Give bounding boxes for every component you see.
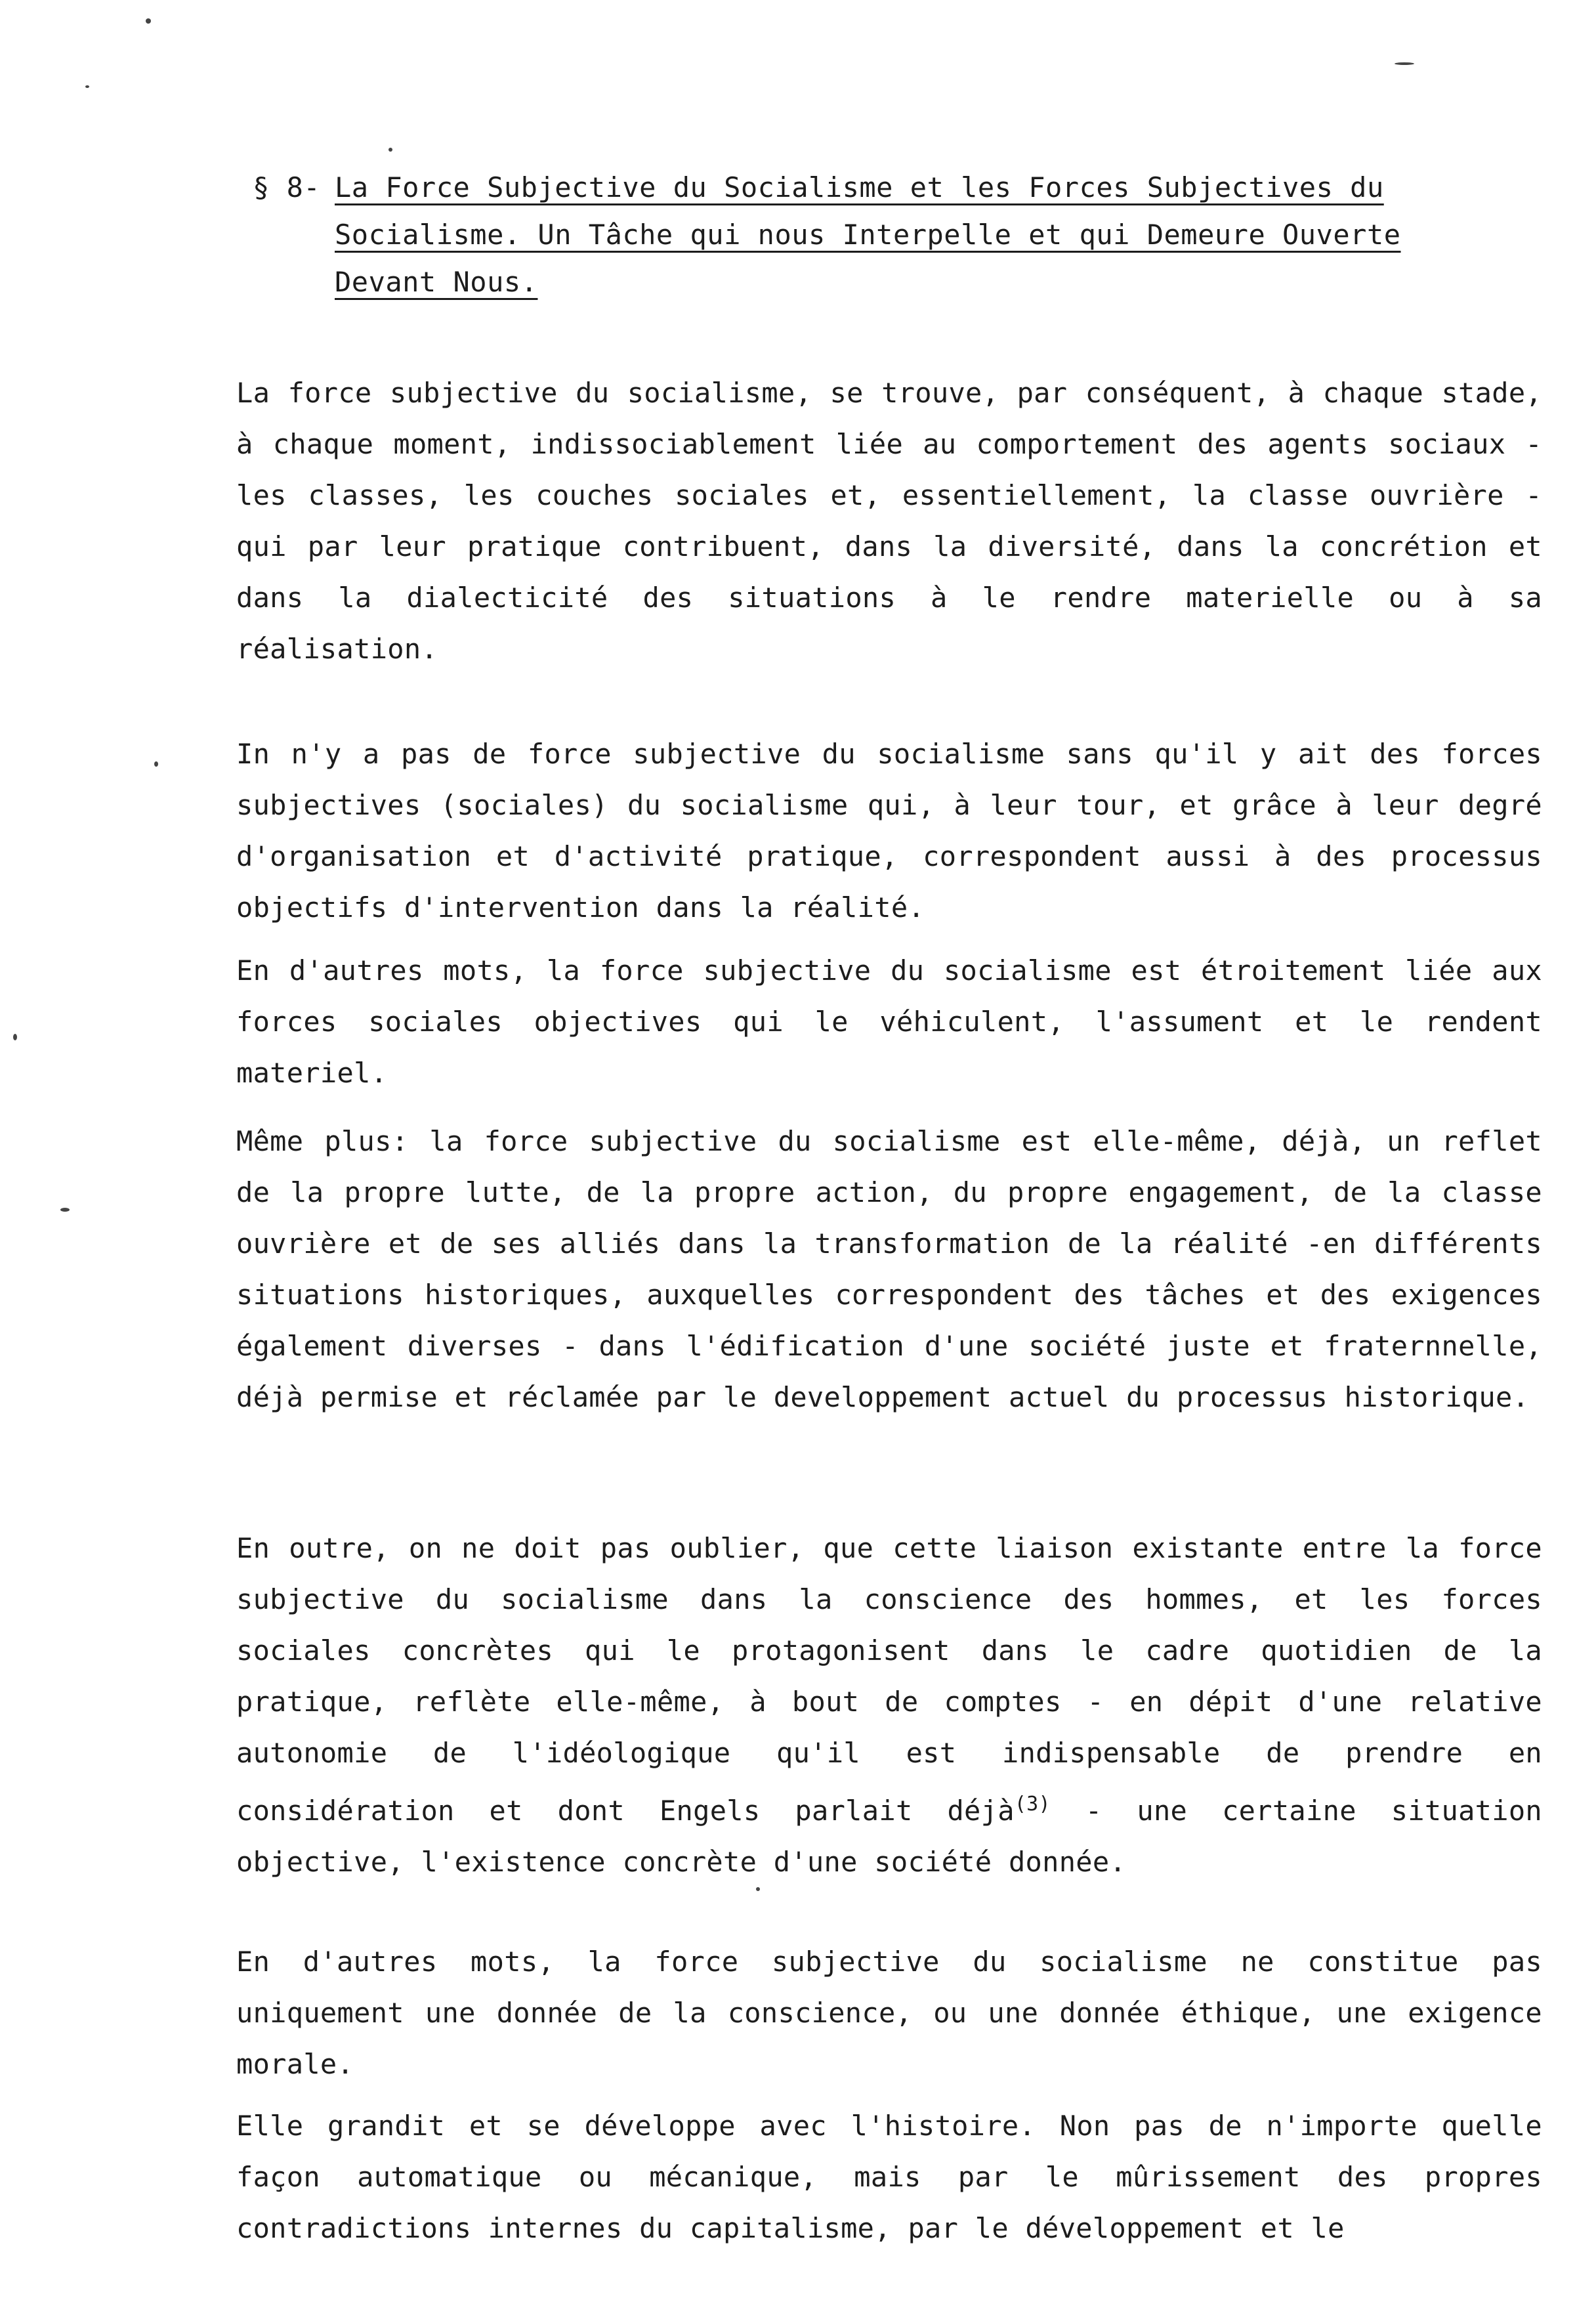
scan-speck	[756, 1887, 760, 1891]
paragraph-3: En d'autres mots, la force subjective du socialisme est étroitement liée aux forces sociales objectives qui le véhiculent, l'assument et le rendent materiel.	[236, 954, 1542, 1089]
scan-speck	[146, 18, 151, 24]
section-number: § 8-	[253, 171, 321, 203]
paragraph-5-text: En outre, on ne doit pas oublier, que cette liaison existante entre la force subjective du socialisme dans la conscience des hommes, et les forces sociales concrètes qui le protagonisent dans le cadre quotidien de la pratique, reflète elle-même, à bout de comptes - en dépit d'une relative autonomie de l'idéologique qu'il est indispensable de prendre en considération et dont Engels parlait déjà	[236, 1532, 1542, 1827]
scan-speck	[154, 761, 158, 767]
section-title: La Force Subjective du Socialisme et les Forces Subjectives du Socialisme. Un Tâche qui nous Interpelle et qui Demeure Ouverte Devant Nous.	[335, 171, 1401, 298]
paragraph-4: Même plus: la force subjective du socialisme est elle-même, déjà, un reflet de la propre lutte, de la propre action, du propre engagement, de la classe ouvrière et de ses alliés dans la transformation de la réalité -en différents situations historiques, auxquelles correspondent des tâches et des exigences également diverses - dans l'édification d'une société juste et fraternnelle, déjà permise et réclamée par le developpement actuel du processus historique.	[236, 1125, 1542, 1413]
paragraph-7: Elle grandit et se développe avec l'histoire. Non pas de n'importe quelle façon automatique ou mécanique, mais par le mûrissement des propres contradictions internes du capitalisme, par le développement et le	[236, 2110, 1542, 2244]
scan-speck	[13, 1034, 17, 1040]
scan-speck	[1395, 62, 1414, 65]
section-heading	[253, 164, 1513, 298]
paragraph-1: La force subjective du socialisme, se trouve, par conséquent, à chaque stade, à chaque moment, indissociablement liée au comportement des agents sociaux - les classes, les couches sociales et, essentiellement, la classe ouvrière - qui par leur pratique contribuent, dans la diversité, dans la concrétion et dans la dialecticité des situations à le rendre materielle ou à sa réalisation.	[236, 377, 1542, 665]
paragraph-2: In n'y a pas de force subjective du socialisme sans qu'il y ait des forces subjectives (sociales) du socialisme qui, à leur tour, et grâce à leur degré d'organisation et d'activité pratique, correspondent aussi à des processus objectifs d'intervention dans la réalité.	[236, 738, 1542, 924]
scan-speck	[60, 1208, 70, 1212]
scan-speck	[85, 85, 89, 88]
scan-speck	[388, 148, 392, 152]
paragraph-5-tail: - une certaine situation objective, l'existence concrète d'une société donnée.	[236, 1795, 1542, 1878]
paragraph-5	[236, 1523, 1542, 1888]
paragraph-6: En d'autres mots, la force subjective du socialisme ne constitue pas uniquement une donnée de la conscience, ou une donnée éthique, une exigence morale.	[236, 1946, 1542, 2080]
footnote-reference: (3)	[1014, 1793, 1051, 1816]
